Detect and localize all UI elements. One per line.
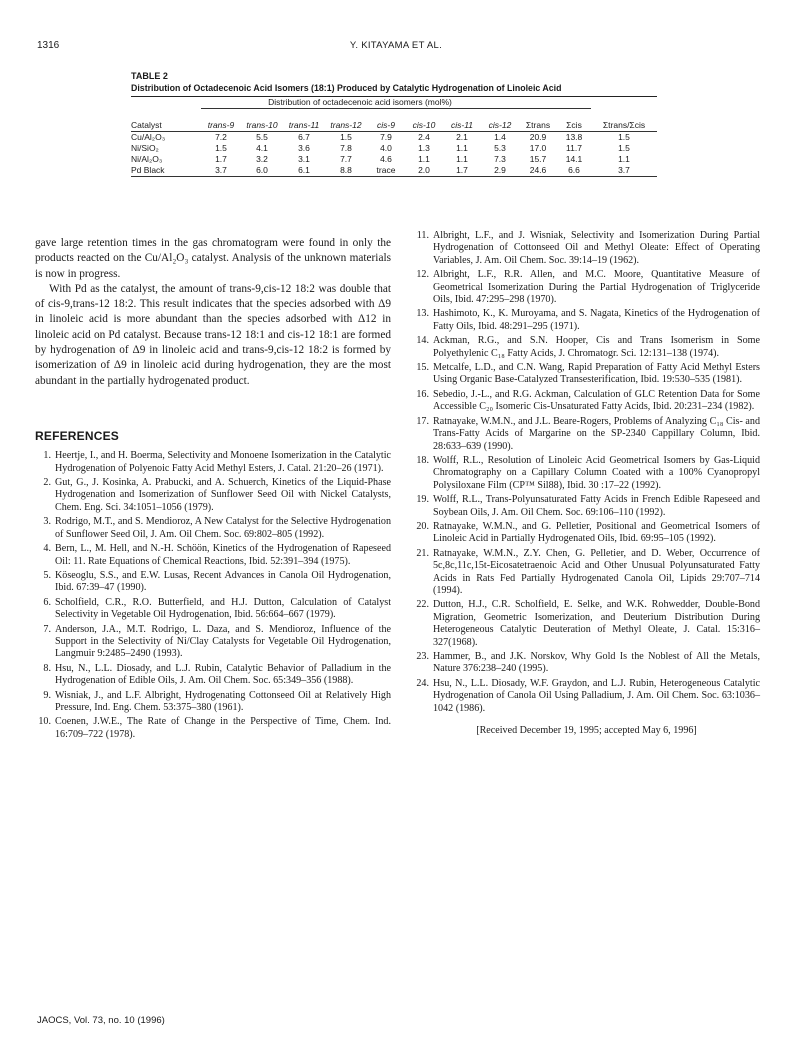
reference-number: 23. [416,651,429,662]
reference-item [413,416,760,453]
right-column [413,230,760,738]
reference-number: 20. [416,520,429,532]
table-cell: 24.6 [529,164,547,175]
reference-item [413,362,760,387]
reference-number: 15. [416,362,429,374]
column-header: Catalyst [131,120,201,132]
table-cell: 3.6 [298,142,310,153]
reference-text: Dutton, H.J., C.R. Scholfield, E. Selke, and W.K. Rohwedder, Double-Bond Migration, Geometric Isomerization, and Deuterium Distribution During Heterogeneous Catalytic Deuteration of Methyl Oleate, J. Catal. 15:316–327(1968). [433,599,760,648]
reference-item [413,455,760,492]
reference-item [413,308,760,333]
body-paragraph-1: gave large retention times in the gas chromatogram were found in only the products reacted on the Cu/Al₂O₃ catalyst. Analysis of the unknown materials is now in progress. [35,237,391,280]
table-cell: 7.3 [494,153,506,164]
reference-number: 16. [416,388,429,400]
reference-item [413,521,760,546]
table-cell: 1.1 [618,153,630,164]
table-cell: 1.5 [618,131,630,142]
reference-item [35,450,391,475]
table-cell: 1.3 [418,142,430,153]
table-cell: trace [376,164,396,175]
reference-text: Ackman, R.G., and S.N. Hooper, Cis and Trans Isomerism in Some Polyethylenic C₁₈ Fatty Acids, J. Chromatogr. Sci. 12:131–138 (1974). [433,335,760,359]
page-number: 1316 [37,40,60,51]
table-cell: 7.9 [380,131,392,142]
reference-number: 11. [416,230,429,241]
table-cell: 2.1 [456,131,468,142]
reference-number: 6. [43,596,51,608]
column-header: Σcis [557,120,591,132]
reference-item [35,477,391,514]
reference-number: 18. [416,454,429,466]
catalyst-cell: Ni/Al₂O₃ [131,153,163,164]
table-cell: 1.7 [215,153,227,164]
reference-number: 12. [416,269,429,281]
table-cell: 20.9 [529,131,547,142]
reference-text: Gut, G., J. Kosinka, A. Prabucki, and A. Schuerch, Kinetics of the Liquid-Phase Hydrogenation and Isomerization of Sunflower Seed Oil with Nickel Catalysts, Chem. Eng. Sci. 34:1051–1056 (1979). [55,477,391,513]
body-paragraph-2: With Pd as the catalyst, the amount of trans-9,cis-12 18:2 was double that of cis-9,trans-12 18:2. This result indicates that the species adsorbed with Δ9 in linoleic acid is more abundant than the species adsorbed with Δ12 in linoleic acid on Pd catalyst. Because trans-12 18:1 and cis-12 18:1 are formed by hydrogenation of Δ9 in linoleic acid and trans-9,cis-12 18:2 is formed by isomerization of Δ9 in linoleic acid during hydrogenation, they are the most abundant in the partially hydrogenated product. [35,282,391,387]
reference-number: 21. [416,547,429,559]
table-cell: 3.7 [215,164,227,175]
table-cell: 17.0 [529,142,547,153]
reference-item [413,651,760,676]
reference-item [413,389,760,414]
table-header-row [131,120,657,132]
reference-number: 4. [43,543,51,555]
table-cell: 1.1 [456,153,468,164]
reference-text: Heertje, I., and H. Boerma, Selectivity and Monoene Isomerization in the Catalytic Hydrogenation of Polyenoic Fatty Acid Methyl Esters, J. Catal. 21:20–26 (1971). [55,450,391,474]
reference-text: Ratnayake, W.M.N., and G. Pelletier, Positional and Geometrical Isomers of Linoleic Acid in Partially Hydrogenated Oils, Ibid. 69:95–105 (1992). [433,520,760,545]
reference-number: 17. [416,415,429,427]
reference-item [35,690,391,715]
column-header: cis-12 [481,120,519,132]
reference-item [35,516,391,541]
column-header: trans-11 [283,120,325,132]
column-header: Σtrans/Σcis [591,120,657,132]
table-cell: 7.7 [340,153,352,164]
reference-text: Albright, L.F., and J. Wisniak, Selectivity and Isomerization During Partial Hydrogenation of Cottonseed Oil and Methyl Oleate: Effect of Operating Variables, J. Am. Oil Chem. Soc. 39:14–19 (1962). [433,230,760,266]
reference-number: 2. [43,477,51,489]
table-row [131,143,657,154]
reference-text: Hashimoto, K., K. Muroyama, and S. Nagata, Kinetics of the Hydrogenation of Fatty Oils, Ibid. 48:291–295 (1971). [433,308,760,332]
table-cell: 1.1 [456,142,468,153]
reference-text: Wolff, R.L., Trans-Polyunsaturated Fatty Acids in French Edible Rapeseed and Soybean Oils, J. Am. Oil Chem. Soc. 69:106–110 (1992). [433,494,760,518]
reference-text: Coenen, J.W.E., The Rate of Change in the Perspective of Time, Chem. Ind. 16:709–722 (1978). [55,716,391,740]
received-note: [Received December 19, 1995; accepted May 6, 1996] [476,725,697,737]
table-caption: Distribution of Octadecenoic Acid Isomers (18:1) Produced by Catalytic Hydrogenation of Linoleic Acid [131,83,562,93]
reference-text: Rodrigo, M.T., and S. Mendioroz, A New Catalyst for the Selective Hydrogenation of Sunflower Seed Oil, J. Am. Oil Chem. Soc. 69:802–805 (1992). [55,516,391,540]
reference-number: 10. [38,716,51,728]
reference-number: 14. [416,335,429,347]
table-cell: 1.5 [340,131,352,142]
table-cell: 13.8 [565,131,583,142]
column-header: cis-10 [405,120,443,132]
reference-item [413,335,760,360]
reference-item [413,494,760,519]
table-label: TABLE 2 [131,71,168,81]
table-bottom-rule [131,176,657,177]
reference-item [413,269,760,306]
table-cell: 6.6 [568,164,580,175]
references-list-right [413,230,760,715]
catalyst-cell: Cu/Al₂O₃ [131,131,166,142]
references-list-left [35,450,391,741]
reference-number: 1. [43,450,51,462]
table-cell: 4.0 [380,142,392,153]
reference-text: Wolff, R.L., Resolution of Linoleic Acid Geometrical Isomers by Gas-Liquid Chromatography on a Capillary Column Coated with a 100% Cyanopropyl Polysiloxane Film (CP™ Sil88), Ibid. 30 :17–22 (1992). [433,454,760,491]
table-cell: 5.5 [256,131,268,142]
left-column [35,236,391,743]
table-cell: 7.8 [340,142,352,153]
reference-text: Hsu, N., L.L. Diosady, W.F. Graydon, and L.J. Rubin, Heterogeneous Catalytic Hydrogenation of Canola Oil Using Palladium, J. Am. Oil Chem. Soc. 63:1036–1042 (1986). [433,677,760,714]
table-cell: 3.2 [256,153,268,164]
references-heading: REFERENCES [35,428,120,443]
running-head: Y. KITAYAMA ET AL. [349,40,443,51]
reference-text: Hammer, B., and J.K. Norskov, Why Gold Is the Noblest of All the Metals, Nature 376:238–240 (1995). [433,651,760,675]
table-cell: 1.7 [456,164,468,175]
table-cell: 2.9 [494,164,506,175]
table-cell: 1.1 [418,153,430,164]
table-cell: 2.0 [418,164,430,175]
table-row [131,165,657,176]
reference-text: Albright, L.F., R.R. Allen, and M.C. Moore, Quantitative Measure of Geometrical Isomerization During the Partial Hydrogenation of Triglyceride Oils, Ibid. 47:295–298 (1970). [433,269,760,306]
table-2 [131,70,657,177]
reference-text: Wisniak, J., and L.F. Albright, Hydrogenating Cottonseed Oil at Relatively High Pressure, Ind. Eng. Chem. 53:375–380 (1961). [55,689,391,713]
reference-text: Köseoglu, S.S., and E.W. Lusas, Recent Advances in Canola Oil Hydrogenation, Ibid. 67:39–47 (1990). [55,569,391,594]
reference-text: Metcalfe, L.D., and C.N. Wang, Rapid Preparation of Fatty Acid Methyl Esters Using Organic Base-Catalyzed Transesterification, Ibid. 19:530–535 (1981). [433,362,760,386]
column-header: cis-9 [367,120,405,132]
table-cell: 4.1 [256,142,268,153]
reference-number: 9. [43,689,51,701]
reference-item [35,624,391,661]
table-cell: 4.6 [380,153,392,164]
catalyst-cell: Pd Black [131,164,165,175]
table-cell: 6.1 [298,164,310,175]
column-header: Σtrans [519,120,557,132]
span-header: Distribution of octadecenoic acid isomers (mol%) [268,97,452,107]
reference-item [413,678,760,715]
reference-item [413,548,760,598]
table-cell: 11.7 [566,142,582,153]
table-cell: 3.1 [298,153,310,164]
reference-text: Ratnayake, W.M.N., Z.Y. Chen, G. Pelletier, and D. Weber, Occurrence of 5c,8c,11c,15t-Eicosatetraenoic Acid and Other Unusual Polyunsaturated Fatty Acids in Rats Fed Partially Hydrogenated Canola Oil, Lipids 29:707–714 (1994). [433,547,760,596]
table-row [131,131,657,143]
column-header: cis-11 [443,120,481,132]
table-cell: 5.3 [494,142,506,153]
table-cell: 14.1 [565,153,583,164]
column-header: trans-10 [241,120,283,132]
reference-text: Scholfield, C.R., R.O. Butterfield, and H.J. Dutton, Calculation of Catalyst Selectivity in Vegetable Oil Hydrogenation, Ibid. 56:664–667 (1979). [55,596,391,621]
reference-item [413,230,760,267]
reference-text: Sebedio, J.-L., and R.G. Ackman, Calculation of GLC Retention Data for Some Accessible C₂₀ Isomeric Cis-Unsaturated Fatty Acids, Ibid. 20:231–234 (1982). [433,388,760,413]
table-cell: 2.4 [418,131,430,142]
reference-number: 13. [416,308,429,320]
reference-item [35,663,391,688]
reference-number: 19. [416,494,429,506]
isomer-table [131,97,657,176]
reference-item [35,716,391,741]
table-row [131,154,657,165]
reference-number: 7. [43,623,51,635]
column-header: trans-9 [201,120,241,132]
reference-number: 22. [416,599,429,611]
reference-number: 3. [43,516,51,528]
table-cell: 15.7 [529,153,547,164]
journal-footer: JAOCS, Vol. 73, no. 10 (1996) [37,1015,165,1026]
table-cell: 6.7 [298,131,310,142]
catalyst-cell: Ni/SiO₂ [131,142,159,153]
reference-text: Ratnayake, W.M.N., and J.L. Beare-Rogers, Problems of Analyzing C₁₈ Cis- and Trans-Fatty Acids of Margarine on the SP-2340 Cappillary Column, Ibid. 28:633–639 (1990). [433,415,760,452]
reference-item [35,543,391,568]
column-header: trans-12 [325,120,367,132]
table-cell: 3.7 [618,164,630,175]
reference-item [35,597,391,622]
reference-item [413,599,760,649]
reference-number: 5. [43,569,51,581]
table-cell: 6.0 [256,164,268,175]
table-cell: 7.2 [215,131,227,142]
reference-text: Bern, L., M. Hell, and N.-H. Schöön, Kinetics of the Hydrogenation of Rapeseed Oil: 11. Rate Equations of Chemical Reactions, Ibid. 52:391–394 (1975). [55,543,391,567]
table-cell: 1.4 [494,131,506,142]
reference-item [35,570,391,595]
table-cell: 1.5 [215,142,227,153]
reference-number: 24. [416,677,429,689]
table-cell: 1.5 [618,142,630,153]
reference-number: 8. [43,662,51,674]
table-cell: 8.8 [340,164,352,175]
reference-text: Anderson, J.A., M.T. Rodrigo, L. Daza, and S. Mendioroz, Influence of the Support in the Selectivity of Ni/Clay Catalysts for Vegetable Oil Hydrogenation, Langmuir 9:2485–2490 (1993). [55,623,391,660]
reference-text: Hsu, N., L.L. Diosady, and L.J. Rubin, Catalytic Behavior of Palladium in the Hydrogenation of Edible Oils, J. Am. Oil Chem. Soc. 65:349–356 (1988). [55,662,391,687]
